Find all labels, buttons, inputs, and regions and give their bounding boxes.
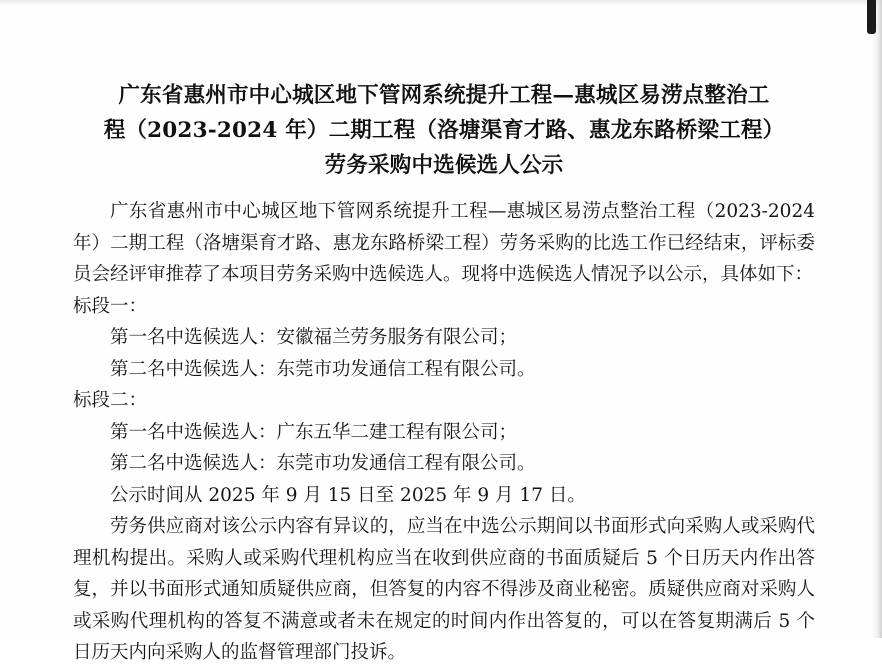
paragraph-publicity-period: 公示时间从 2025 年 9 月 15 日至 2025 年 9 月 17 日。 xyxy=(110,484,586,506)
paragraph-section-1-label: 标段一： xyxy=(73,295,148,317)
paragraph-intro: 广东省惠州市中心城区地下管网系统提升工程—惠城区易涝点整治工程（2023-2024 年）二期工程（洛塘渠育才路、惠龙东路桥梁工程）劳务采购的比选工作已经结束，评标委员会经评审推荐了本项目劳务采购中选候选人。现将中选候选人情况予以公示，具体如下： xyxy=(73,201,815,285)
paragraph-section-2-first: 第一名中选候选人：广东五华二建工程有限公司； xyxy=(110,421,518,443)
scan-edge-top xyxy=(0,0,882,6)
scan-corner-mark-icon xyxy=(867,0,876,34)
document-content xyxy=(73,196,815,669)
title-line-3: 劳务采购中选候选人公示 xyxy=(324,153,564,178)
title-line-2: 程（2023-2024 年）二期工程（洛塘渠育才路、惠龙东路桥梁工程） xyxy=(103,118,785,143)
scan-edge-right xyxy=(872,0,882,638)
document-body xyxy=(73,78,815,669)
paragraph-section-2-second: 第二名中选候选人：东莞市功发通信工程有限公司。 xyxy=(110,453,536,474)
document-title xyxy=(73,78,815,183)
paragraph-objection-notice: 劳务供应商对该公示内容有异议的，应当在中选公示期间以书面形式向采购人或采购代理机构提出。采购人或采购代理机构应当在收到供应商的书面质疑后 5 个日历天内作出答复，并以书面形式通知质疑供应商，但答复的内容不得涉及商业秘密。质疑供应商对采购人或采购代理机构的答复不满意或者未在规定的时间内作出答复的，可以在答复期满后 5 个日历天内向采购人的监督管理部门投诉。 xyxy=(73,516,815,663)
paragraph-section-1-second: 第二名中选候选人：东莞市功发通信工程有限公司。 xyxy=(110,358,536,380)
paragraph-section-1-first: 第一名中选候选人：安徽福兰劳务服务有限公司； xyxy=(110,327,518,348)
title-line-1: 广东省惠州市中心城区地下管网系统提升工程—惠城区易涝点整治工 xyxy=(118,83,770,108)
paragraph-section-2-label: 标段二： xyxy=(73,390,148,411)
